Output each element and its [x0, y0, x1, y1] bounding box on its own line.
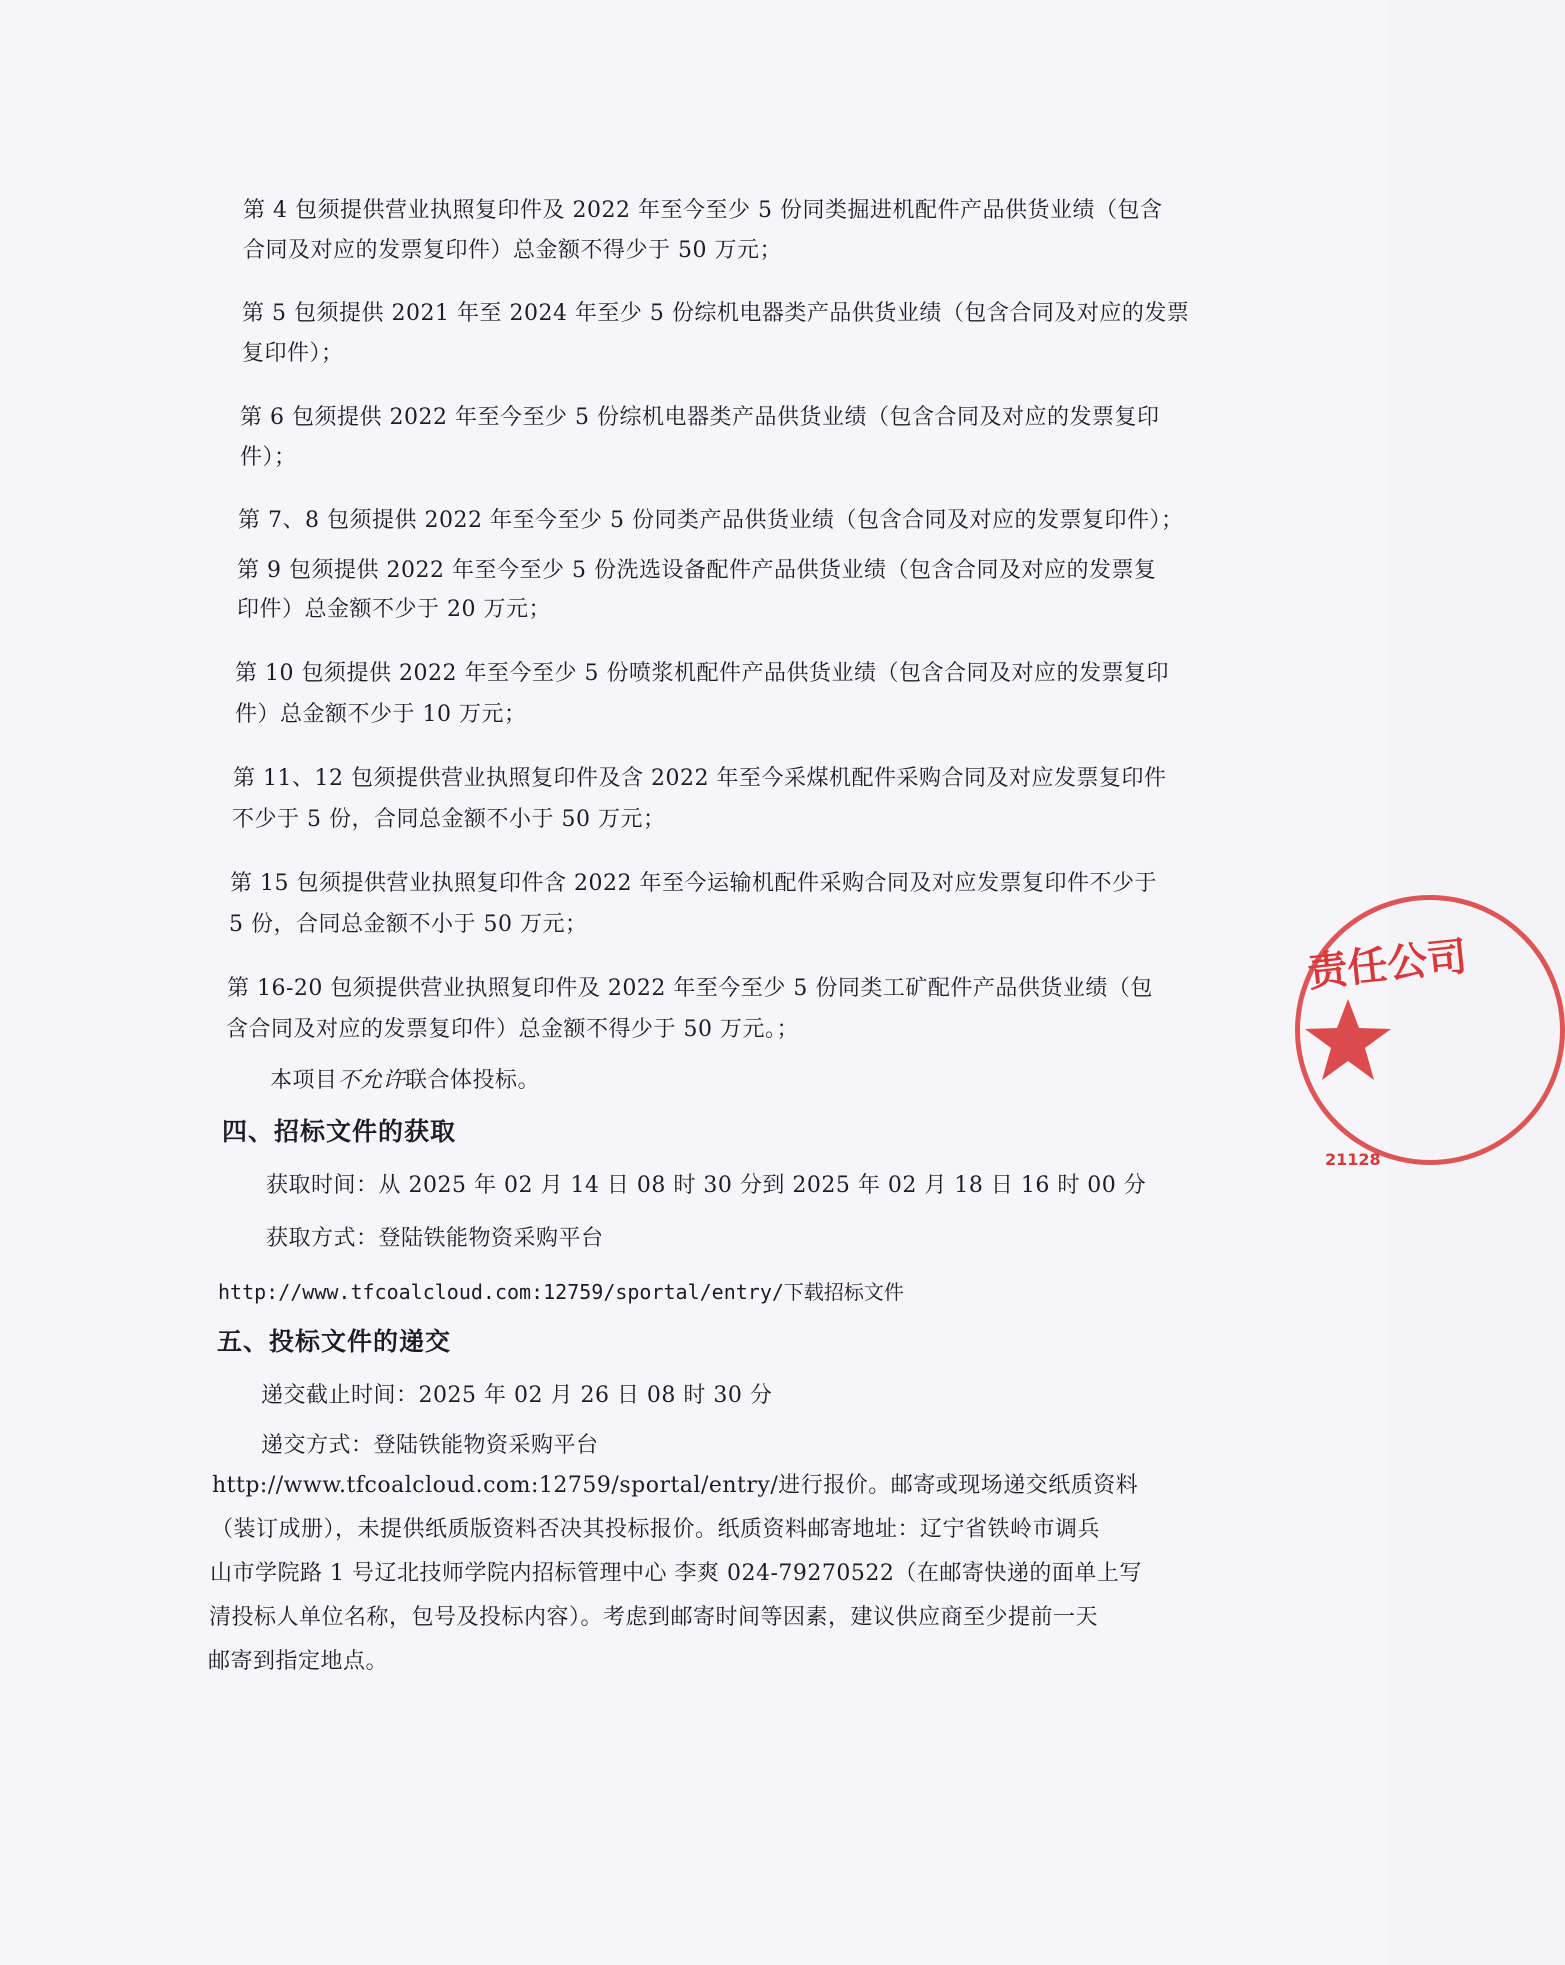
submit-detail-line: （装订成册），未提供纸质版资料否决其投标报价。纸质资料邮寄地址：辽宁省铁岭市调兵	[211, 1517, 1101, 1542]
requirement-line: 第 10 包须提供 2022 年至今至少 5 份喷浆机配件产品供货业绩（包含合同及对应的发票复印	[235, 661, 1169, 686]
submit-detail-line: 邮寄到指定地点。	[208, 1649, 389, 1674]
submit-detail-line: http://www.tfcoalcloud.com:12759/sportal/entry/进行报价。邮寄或现场递交纸质资料	[212, 1473, 1139, 1498]
acquire-time: 获取时间：从 2025 年 02 月 14 日 08 时 30 分到 2025 年 02 月 18 日 16 时 00 分	[266, 1173, 1147, 1198]
seal-text: 责任公司	[1305, 932, 1470, 997]
requirement-line: 合同及对应的发票复印件）总金额不得少于 50 万元；	[243, 238, 782, 263]
requirement-line: 第 5 包须提供 2021 年至 2024 年至少 5 份综机电器类产品供货业绩（包含合同及对应的发票	[242, 301, 1190, 326]
requirement-line: 件）；	[240, 445, 297, 470]
company-seal	[1295, 895, 1470, 1195]
requirement-line: 复印件）；	[242, 341, 344, 366]
requirement-line: 件）总金额不少于 10 万元；	[235, 702, 527, 727]
consortium-prefix: 本项目	[270, 1068, 338, 1093]
consortium-suffix: 联合体投标。	[405, 1068, 541, 1093]
acquire-url: http://www.tfcoalcloud.com:12759/sportal/entry/下载招标文件	[218, 1280, 904, 1304]
requirement-line: 第 9 包须提供 2022 年至今至少 5 份洗选设备配件产品供货业绩（包含合同及对应的发票复	[237, 558, 1157, 583]
section-4-heading: 四、招标文件的获取	[222, 1117, 457, 1146]
seal-star-icon	[1303, 995, 1393, 1085]
requirement-line: 第 6 包须提供 2022 年至今至少 5 份综机电器类产品供货业绩（包含合同及对应的发票复印	[240, 405, 1160, 430]
submit-detail-line: 清投标人单位名称，包号及投标内容）。考虑到邮寄时间等因素，建议供应商至少提前一天	[209, 1605, 1099, 1630]
submit-deadline: 递交截止时间：2025 年 02 月 26 日 08 时 30 分	[261, 1383, 773, 1408]
section-5-heading: 五、投标文件的递交	[217, 1327, 452, 1356]
requirement-line: 第 4 包须提供营业执照复印件及 2022 年至今至少 5 份同类掘进机配件产品供货业绩（包含	[243, 198, 1163, 223]
requirement-line: 印件）总金额不少于 20 万元；	[237, 597, 551, 622]
consortium-emphasis: 不允许	[337, 1068, 406, 1093]
requirement-line: 不少于 5 份，合同总金额不小于 50 万元；	[232, 807, 666, 832]
acquire-method: 获取方式：登陆铁能物资采购平台	[266, 1226, 604, 1251]
requirement-line: 第 11、12 包须提供营业执照复印件及含 2022 年至今采煤机配件采购合同及对应发票复印件	[233, 766, 1167, 791]
requirement-line: 第 7、8 包须提供 2022 年至今至少 5 份同类产品供货业绩（包含合同及对应的发票复印件）；	[238, 508, 1184, 533]
seal-number: 21128	[1325, 1150, 1381, 1169]
submit-method: 递交方式：登陆铁能物资采购平台	[261, 1433, 599, 1458]
requirement-line: 第 15 包须提供营业执照复印件含 2022 年至今运输机配件采购合同及对应发票复印件不少于	[230, 871, 1157, 896]
consortium-note	[270, 1063, 540, 1094]
requirement-line: 第 16-20 包须提供营业执照复印件及 2022 年至今至少 5 份同类工矿配件产品供货业绩（包	[227, 976, 1153, 1001]
requirement-line: 含合同及对应的发票复印件）总金额不得少于 50 万元。；	[226, 1017, 799, 1042]
submit-detail-line: 山市学院路 1 号辽北技师学院内招标管理中心 李爽 024-79270522（在邮寄快递的面单上写	[210, 1561, 1142, 1586]
requirement-line: 5 份，合同总金额不小于 50 万元；	[229, 912, 588, 937]
